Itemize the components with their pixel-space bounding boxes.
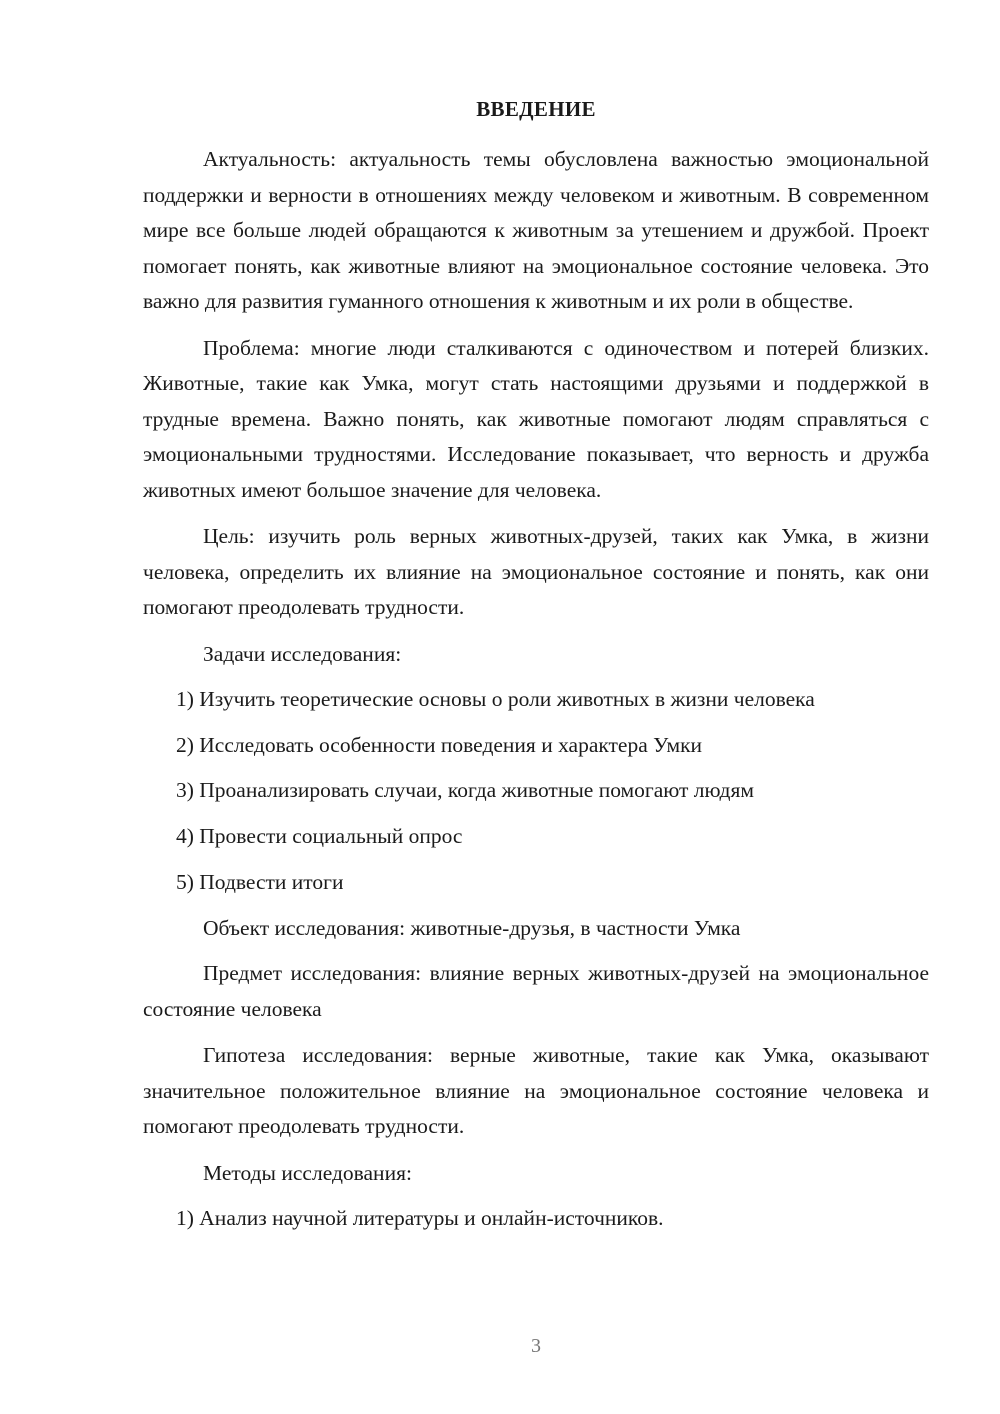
list-item: 1) Изучить теоретические основы о роли животных в жизни человека bbox=[176, 687, 815, 711]
relevance-paragraph: Актуальность: актуальность темы обусловлена важностью эмоциональной поддержки и верности в отношениях между человеком и животным. В современном мире все больше людей обращаются к животным за утешением и дружбой. Проект помогает понять, как животные влияют на эмоциональное состояние человека. Это важно для развития гуманного отношения к животным и их роли в обществе. bbox=[143, 147, 929, 313]
page-number: 3 bbox=[531, 1335, 541, 1357]
page-content bbox=[143, 142, 929, 1247]
methods-heading: Методы исследования: bbox=[203, 1160, 412, 1185]
subject-paragraph: Предмет исследования: влияние верных животных-друзей на эмоциональное состояние человека bbox=[143, 961, 929, 1021]
list-item: 4) Провести социальный опрос bbox=[176, 824, 463, 849]
methods-list bbox=[143, 1201, 929, 1237]
list-item: 2) Исследовать особенности поведения и характера Умки bbox=[176, 732, 703, 757]
tasks-list bbox=[143, 682, 929, 900]
page-title: ВВЕДЕНИЕ bbox=[476, 97, 596, 121]
goal-paragraph: Цель: изучить роль верных животных-друзей, таких как Умка, в жизни человека, определить их влияние на эмоциональное состояние и понять, как они помогают преодолевать трудности. bbox=[143, 524, 929, 619]
list-item: 3) Проанализировать случаи, когда животные помогают людям bbox=[176, 778, 754, 803]
list-item: 1) Анализ научной литературы и онлайн-источников. bbox=[176, 1206, 664, 1231]
list-item: 5) Подвести итоги bbox=[176, 869, 344, 894]
tasks-heading: Задачи исследования: bbox=[203, 641, 402, 666]
hypothesis-paragraph: Гипотеза исследования: верные животные, такие как Умка, оказывают значительное положительное влияние на эмоциональное состояние человека и помогают преодолевать трудности. bbox=[143, 1043, 929, 1139]
object-paragraph: Объект исследования: животные-друзья, в частности Умка bbox=[203, 915, 741, 940]
problem-paragraph: Проблема: многие люди сталкиваются с одиночеством и потерей близких. Животные, такие как Умка, могут стать настоящими друзьями и поддержкой в трудные времена. Важно понять, как животные помогают людям справляться с эмоциональными трудностями. Исследование показывает, что верность и дружба животных имеют большое значение для человека. bbox=[143, 335, 929, 502]
